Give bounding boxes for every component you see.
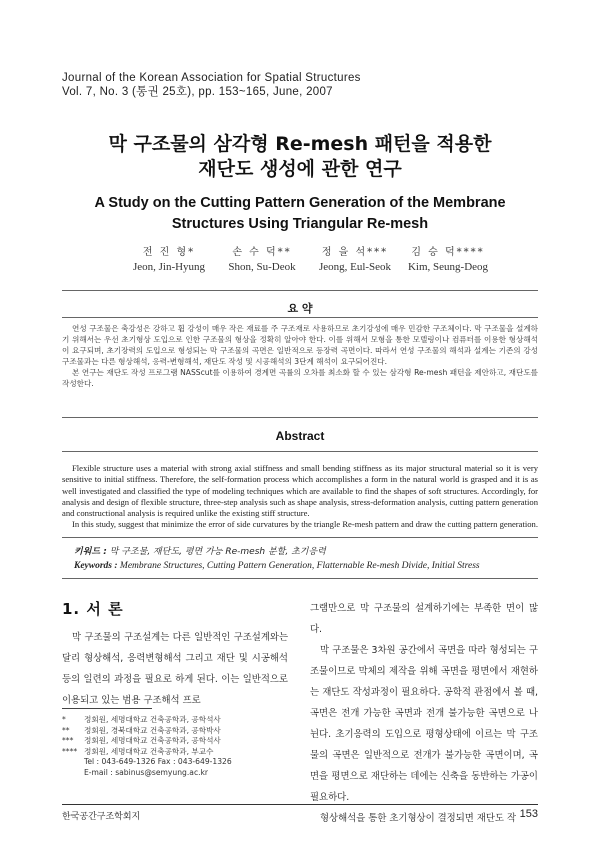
author-4 <box>383 245 513 275</box>
title-english-line1: A Study on the Cutting Pattern Generation of the Membrane <box>94 195 506 211</box>
abstract-heading: Abstract <box>275 429 325 443</box>
title-korean <box>0 132 600 182</box>
author-name-ko: 정 을 석*** <box>321 247 389 258</box>
author-name-en: Shon, Su-Deok <box>228 261 296 273</box>
divider <box>62 317 538 318</box>
section-heading <box>62 598 124 619</box>
footnotes <box>62 715 232 779</box>
divider <box>62 578 538 579</box>
author-name-en: Jeong, Eul-Seok <box>318 261 392 273</box>
title-korean-line1: 막 구조물의 삼각형 Re-mesh 패턴을 적용한 <box>108 133 492 155</box>
footer-journal-name: 한국공간구조학회지 <box>62 812 141 822</box>
summary-ko-paragraph: 연성 구조물은 축강성은 강하고 휨 강성이 매우 작은 재료를 주 구조재로 사용하므로 초기강성에 매우 민감한 구조체이다. 막 구조물을 설계하기 위해서는 우선 초기형상 도입으로 인한 구조물의 형상을 정확히 알아야 한다. 이를 위해서 모형을 통한 모델링이나 컴퓨터를 이용한 형상해석이 요구되며, 초기장력의 도입으로 형성되는 막 구조물의 곡면은 일반적으로 등장력 곡면이다. 따라서 연성 구조물의 해석과 설계는 기존의 강성구조물과는 다른 형상해석, 응력-변형해석, 재단도 작성 및 시공해석의 3단계 해석이 요구되어진다. <box>62 324 538 366</box>
footnote: **** 정회원, 세명대학교 건축공학과, 부교수 <box>62 746 214 756</box>
body-paragraph: 그램만으로 막 구조물의 설계하기에는 부족한 면이 많다. <box>310 603 538 635</box>
body-right-column <box>310 598 538 829</box>
author-name-ko: 손 수 덕** <box>232 247 292 258</box>
page-number: 153 <box>519 808 538 820</box>
title-korean-line2: 재단도 생성에 관한 연구 <box>198 158 402 180</box>
journal-volume: Vol. 7, No. 3 (통권 25호), pp. 153~165, June, 2007 <box>62 86 333 98</box>
journal-header <box>62 71 361 99</box>
section-title: 서 론 <box>86 600 124 618</box>
author-name-en: Jeon, Jin-Hyung <box>132 261 206 273</box>
abstract-paragraph: Flexible structure uses a material with strong axial stiffness and small bending stiffness as its major structural material so it is very sensitive to initial stiffness. Therefore, the self-formation process which accomplishes a form in the natural world is grasped and it is as well investigated and classified the type of modeling techniques which are available to find the shapes of soft structures. Accordingly, for analysis and design of flexible structure, three-step analysis such as shape analysis, stress-deformation analysis, cutting pattern generation and constructional analysis is required unlike the existing stiff structure. <box>62 463 538 519</box>
author-name-ko: 전 진 형* <box>142 247 196 258</box>
body-paragraph: 막 구조물은 3차원 공간에서 곡면을 따라 형성되는 구조물이므로 막체의 제작을 위해 곡면을 평면에서 재현하는 재단도 작성과정이 필요하다. 공학적 관점에서 볼 때, 곡면은 전개 가능한 곡면과 전개 불가능한 곡면으로 나뉜다. 초기응력의 도입으로 평형상태에 이르는 막 구조물의 곡면은 일반적으로 전개가 불가능한 곡면이며, 곡면을 평면으로 재단하는 데에는 신축을 동반하는 가공이 필요하다. <box>310 645 538 803</box>
footnote: * 정회원, 세명대학교 건축공학과, 공학석사 <box>62 715 221 724</box>
section-number: 1. <box>62 600 81 618</box>
keywords-ko-text: 막 구조물, 재단도, 평면 가능 Re-mesh 분할, 초기응력 <box>109 547 326 557</box>
journal-name: Journal of the Korean Association for Spatial Structures <box>62 72 361 84</box>
title-english-line2: Structures Using Triangular Re-mesh <box>171 216 429 232</box>
divider <box>62 290 538 291</box>
footnote-contact: Tel : 043-649-1326 Fax : 043-649-1326 <box>84 757 232 767</box>
summary-ko-body <box>62 323 538 389</box>
footer-divider <box>62 804 538 805</box>
title-english <box>0 193 600 235</box>
divider <box>62 417 538 418</box>
divider <box>62 451 538 452</box>
footnote-email: E-mail : sabinus@semyung.ac.kr <box>84 767 209 777</box>
summary-ko-heading: 요 약 <box>287 302 313 315</box>
divider <box>62 537 538 538</box>
author-name-ko: 김 승 덕**** <box>411 247 485 258</box>
keywords-ko-label: 키워드 : <box>74 547 107 557</box>
abstract-paragraph: In this study, suggest that minimize the error of side curvatures by the triangle Re-mesh pattern and draw the cutting pattern generation. <box>72 519 538 530</box>
footnote: *** 정회원, 세명대학교 건축공학과, 공학석사 <box>62 736 221 746</box>
keywords-en-text: Membrane Structures, Cutting Pattern Generation, Flatternable Re-mesh Divide, Initial Stress <box>119 561 480 571</box>
keywords-korean <box>74 544 326 557</box>
body-left-column <box>62 627 288 711</box>
footnote-divider <box>62 708 152 709</box>
body-paragraph: 형상해석을 통한 초기형상이 결정되면 재단도 작 <box>320 813 517 824</box>
body-paragraph: 막 구조물의 구조설계는 다른 일반적인 구조설계와는 달리 형상해석, 응력변형해석 그리고 재단 및 시공해석 등의 일련의 과정을 필요로 하게 된다. 이는 일반적으로 이용되고 있는 범용 구조해석 프로 <box>62 632 288 706</box>
abstract-body <box>62 463 538 531</box>
keywords-en-label: Keywords : <box>74 561 118 571</box>
keywords-english <box>74 561 480 571</box>
summary-ko-paragraph: 본 연구는 재단도 작성 프로그램 NASScut를 이용하여 경계면 곡률의 오차를 최소화 할 수 있는 삼각형 Re-mesh 패턴을 제안하고, 재단도를 작성한다. <box>62 368 538 388</box>
author-name-en: Kim, Seung-Deog <box>407 261 489 273</box>
footnote: ** 정회원, 경북대학교 건축공학과, 공학박사 <box>62 725 221 735</box>
